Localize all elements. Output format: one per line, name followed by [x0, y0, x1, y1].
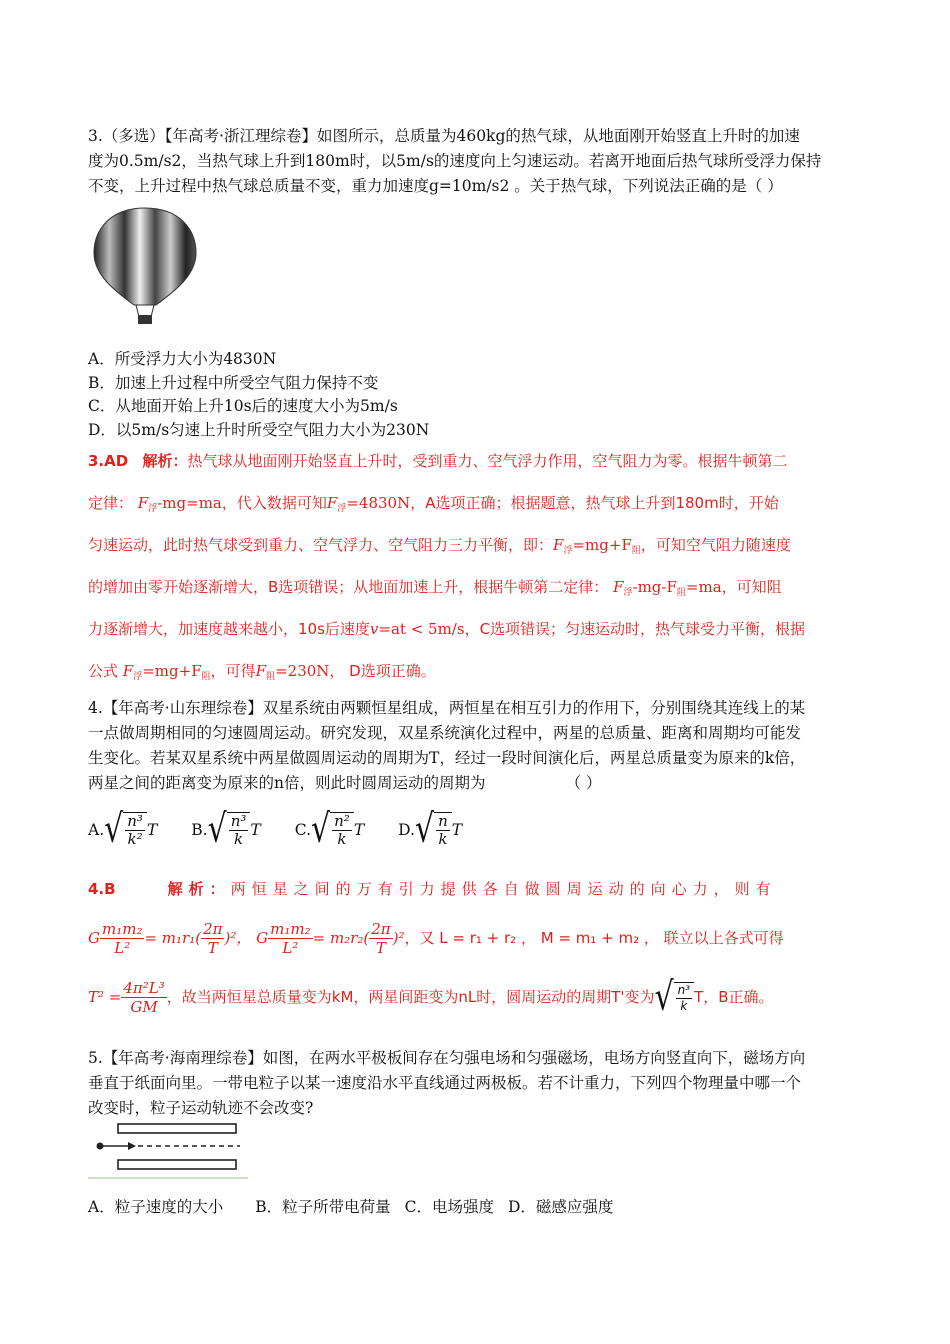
a3-F6: F [255, 662, 267, 680]
a3-text-1: 热气球从地面刚开始竖直上升时，受到重力、空气浮力作用，空气阻力为零。根据牛顿第二 [187, 452, 788, 470]
q3-option-d: D．以5m/s匀速上升时所受空气阻力大小为230N [88, 420, 430, 439]
q4-b-t: T [250, 820, 261, 839]
a4-t2: T² = [88, 988, 122, 1006]
a3-line-3 [88, 524, 868, 566]
q4-option-b [191, 806, 261, 853]
q4-d-t: T [451, 820, 463, 839]
a3-l2-eq: -mg=ma [157, 494, 222, 512]
answer-3 [88, 440, 868, 692]
q4-a-num: n³ [127, 812, 143, 830]
q4-bracket: （ ） [565, 774, 602, 792]
q3-line-3: 不变，上升过程中热气球总质量不变，重力加速度g=10m/s2 。关于热气球，下列说法正确的是（ ） [88, 177, 783, 195]
q5-options [88, 1195, 868, 1220]
q5-options-row [88, 1195, 868, 1220]
a3-l4-eq2: =ma [685, 578, 722, 596]
a4-sq: )²， [224, 929, 252, 947]
q4-c-t: T [353, 820, 365, 839]
a3-label: 3.AD [88, 452, 129, 470]
a3-l6-eq: =mg+F [142, 662, 202, 680]
a3-F3: F [553, 536, 564, 554]
a3-v: v [369, 620, 379, 638]
a3-l3-eq: =mg+F [572, 536, 632, 554]
a3-l5-b: ，C选项错误；匀速运动时，热气球受力平衡，根据 [464, 620, 806, 638]
a3-F5: F [122, 662, 134, 680]
a3-l6-b: ，可得 [210, 662, 256, 680]
a3-line-6 [88, 650, 868, 692]
a3-l4-b: ，可知阻 [721, 578, 782, 596]
a3-F4: F [613, 578, 624, 596]
parallel-plates-diagram [88, 1120, 250, 1182]
a3-l3-b: ，可知空气阻力随速度 [640, 536, 791, 554]
q4-d-den: k [438, 830, 448, 848]
a4-head: 解析： [167, 880, 231, 898]
a4-frac-4-num: 2π [371, 920, 391, 938]
a4-frac-3-num: m₁m₂ [270, 920, 311, 938]
a3-F: F [137, 494, 149, 512]
a4-frac-4-den: T [375, 939, 386, 957]
q4-a-t: T [146, 820, 158, 839]
a4-frac-5-num: 4π²L³ [123, 979, 165, 997]
a3-l6-val: =230N [275, 662, 330, 680]
q4-a-den: k² [127, 830, 143, 848]
a3-l3-a: 匀速运动，此时热气球受到重力、空气浮力、空气阻力三力平衡，即： [88, 536, 554, 554]
q5-line-1: 5.【年高考·海南理综卷】如图，在两水平极板间存在匀强电场和匀强磁场，电场方向竖直向下，磁场方向 [88, 1049, 806, 1067]
a3-l2-a: 定律： [88, 494, 134, 512]
a4-frac-2 [201, 920, 224, 957]
q4-option-a [88, 806, 158, 853]
question-3 [88, 124, 868, 199]
q4-c-den: k [337, 830, 347, 848]
a4-frac-1-den: L² [114, 939, 131, 957]
a3-line-2 [88, 482, 868, 524]
q4-c-sqrt: √ $\frac{\text{n²}}{k}$ [311, 812, 354, 848]
a4-text-3: ，故当两恒星总质量变为kM，两星间距变为nL时，圆周运动的周期T'变为 [166, 988, 655, 1006]
a3-l5-a: 力逐渐增大，加速度越来越小，10s后速度 [88, 620, 370, 638]
a4-line-3 [88, 966, 868, 1028]
a4-sq2: )² [392, 929, 405, 947]
q4-d-num: n [438, 812, 448, 830]
question-4 [88, 696, 868, 860]
a4-frac-2-num: 2π [203, 920, 223, 938]
a3-l2-b: ，代入数据可知 [221, 494, 327, 512]
a3-sub: 浮 [148, 504, 158, 514]
a3-sub5: 浮 [623, 588, 633, 598]
a4-rnum: n³ [677, 982, 691, 997]
q4-line-4-text: 两星之间的距离变为原来的n倍，则此时圆周运动的周期为 [88, 774, 486, 792]
a3-sub9: 阻 [266, 672, 276, 682]
a3-l6-c: ， D选项正确。 [329, 662, 436, 680]
a4-frac-1-num: m₁m₂ [101, 920, 143, 938]
a4-g: G [88, 929, 100, 947]
q4-d-sqrt: √ $\frac{n}{k}$ [415, 812, 452, 848]
a3-sub7: 浮 [133, 672, 143, 682]
q5-line-2: 垂直于纸面向里。一带电粒子以某一速度沿水平直线通过两极板。若不计重力，下列四个物理量中哪一个 [88, 1074, 802, 1092]
q4-a-sqrt: √ $\frac{\text{n³}}{\text{k²}}$ [104, 812, 147, 848]
a4-sqrt: √ $\frac{\text{n³}}{k}$ [655, 982, 695, 1014]
q3-option-c: C．从地面开始上升10s后的速度大小为5m/s [88, 397, 398, 415]
a4-g2: G [256, 929, 269, 947]
q4-line-2: 一点做周期相同的匀速圆周运动。研究发现，双星系统演化过程中，两星的总质量、距离和周期均可能发 [88, 724, 802, 742]
a4-frac-3 [268, 920, 312, 957]
a4-eq1: = m₁r₁( [144, 929, 202, 947]
q4-d-label: D. [398, 820, 415, 839]
q5-option-b: B．粒子所带电荷量 [255, 1198, 391, 1216]
q3-options [88, 348, 868, 442]
a4-line-1 [88, 868, 868, 910]
a3-line-4 [88, 566, 868, 608]
a4-frac-4 [369, 920, 392, 957]
hot-air-balloon-image [90, 205, 200, 330]
q4-line-1: 4.【年高考·山东理综卷】双星系统由两颗恒星组成，两恒星在相互引力的作用下，分别围绕其连线上的某 [88, 699, 806, 717]
a4-label: 4.B [88, 880, 116, 898]
a4-frac-5 [121, 979, 166, 1016]
q5-option-c: C．电场强度 [404, 1198, 494, 1216]
q4-line-4 [88, 771, 868, 796]
q4-a-label: A. [88, 820, 105, 839]
q3-option-a: A．所受浮力大小为4830N [88, 350, 277, 368]
q4-c-num: n² [334, 812, 350, 830]
q5-option-d: D．磁感应强度 [507, 1198, 614, 1216]
a4-frac-1 [100, 920, 144, 957]
q4-b-label: B. [191, 820, 208, 839]
a4-text-4: T，B正确。 [694, 988, 774, 1006]
a3-l2-val: =4830N [346, 494, 411, 512]
a4-frac-5-den: GM [130, 998, 158, 1016]
a3-l4-eq: -mg-F [632, 578, 677, 596]
q4-b-den: k [234, 830, 244, 848]
a3-line-1 [88, 440, 868, 482]
q4-line-3: 生变化。若某双星系统中两星做圆周运动的周期为T，经过一段时间演化后，两星总质量变为原来的k倍， [88, 749, 806, 767]
a3-F2: F [326, 494, 338, 512]
a3-l4-a: 的增加由零开始逐渐增大，B选项错误；从地面加速上升，根据牛顿第二定律： [88, 578, 609, 596]
a4-frac-2-den: T [207, 939, 218, 957]
q4-b-sqrt: √ $\frac{\text{n³}}{k}$ [208, 812, 251, 848]
q4-option-d [398, 806, 463, 853]
a4-rden: k [680, 998, 688, 1013]
q4-option-c [294, 806, 365, 853]
a4-text-2: ，又 L = r₁ + r₂ ， M = m₁ + m₂ ， 联立以上各式可得 [404, 929, 784, 947]
a3-l6-a: 公式 [88, 662, 119, 680]
a3-l5-eq: =at < 5m/s [378, 620, 465, 638]
question-5 [88, 1046, 868, 1121]
q3-line-2: 度为0.5m/s2，当热气球上升到180m时，以5m/s的速度向上匀速运动。若离开地面后热气球所受浮力保持 [88, 152, 822, 170]
a3-sub6: 阻 [676, 588, 686, 598]
a4-frac-3-den: L² [282, 939, 299, 957]
a3-sub4: 阻 [631, 546, 641, 556]
q5-line-3: 改变时，粒子运动轨迹不会改变? [88, 1099, 314, 1117]
q3-line-1: 3.（多选）【年高考·浙江理综卷】如图所示，总质量为460kg的热气球，从地面刚开始竖直上升时的加速 [88, 127, 800, 145]
a3-sub2: 浮 [337, 504, 347, 514]
a3-l2-c: ，A选项正确；根据题意，热气球上升到180m时，开始 [410, 494, 779, 512]
q4-b-num: n³ [230, 812, 247, 830]
a3-head: 解析： [142, 452, 188, 470]
a4-eq2: = m₂r₂( [312, 929, 370, 947]
q4-options [88, 800, 868, 860]
a4-text-1: 两恒星之间的万有引力提供各自做圆周运动的向心力，则有 [230, 880, 777, 898]
a3-sub3: 浮 [563, 546, 573, 556]
a3-sub8: 阻 [201, 672, 211, 682]
answer-4 [88, 868, 868, 1028]
a4-line-2 [88, 910, 868, 966]
q4-c-label: C. [294, 820, 311, 839]
a3-line-5 [88, 608, 868, 650]
q3-option-b: B．加速上升过程中所受空气阻力保持不变 [88, 373, 379, 392]
q5-option-a: A．粒子速度的大小 [88, 1198, 224, 1216]
